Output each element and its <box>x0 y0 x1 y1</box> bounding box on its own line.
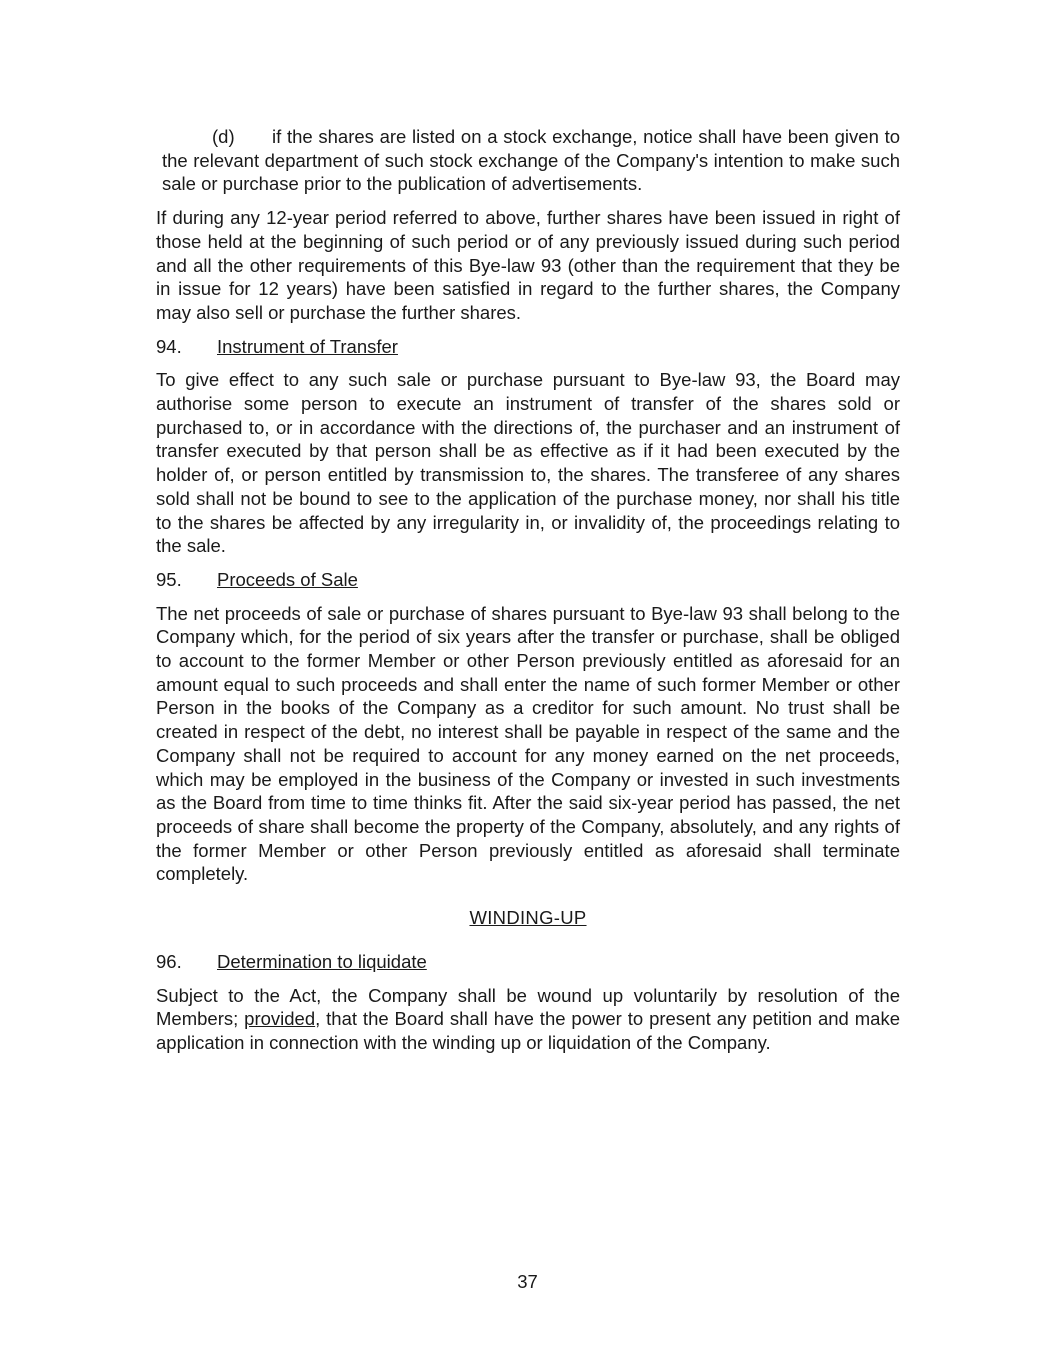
section-96-heading <box>156 950 900 974</box>
page-number: 37 <box>517 1271 538 1292</box>
section-95-number: 95. <box>156 568 182 590</box>
section-94-title: Instrument of Transfer <box>217 335 398 357</box>
section-95-title: Proceeds of Sale <box>217 568 358 590</box>
section-94-body: To give effect to any such sale or purchase pursuant to Bye-law 93, the Board may authorise some person to execute an instrument of transfer of the shares sold or purchased to, or in accordance with the directions of, the purchaser and an instrument of transfer executed by that person shall be as effective as if it had been executed by the holder of, or person entitled by transmission to, the shares. The transferee of any shares sold shall not be bound to see to the application of the purchase money, nor shall his title to the shares be affected by any irregularity in, or invalidity of, the proceedings relating to the sale. <box>156 369 900 557</box>
section-94-number: 94. <box>156 335 182 357</box>
section-96-body-end: , that the Board shall have the power to present any petition and make application in connection with the winding up or liquidation of the Company. <box>156 1008 900 1053</box>
subclause-d <box>156 125 900 196</box>
further-shares-paragraph: If during any 12-year period referred to above, further shares have been issued in right of those held at the beginning of such period or of any previously issued during such period and all the other requirements of this Bye-law 93 (other than the requirement that they be in issue for 12 years) have been satisfied in regard to the further shares, the Company may also sell or purchase the further shares. <box>156 207 900 323</box>
section-95-body: The net proceeds of sale or purchase of shares pursuant to Bye-law 93 shall belong to the Company which, for the period of six years after the transfer or purchase, shall be obliged to account to the former Member or other Person previously entitled as aforesaid for an amount equal to such proceeds and shall enter the name of such former Member or other Person in the books of the Company as a creditor for such amount. No trust shall be created in respect of the debt, no interest shall be payable in respect of the same and the Company shall not be required to account for any money earned on the net proceeds, which may be employed in the business of the Company or invested in such investments as the Board from time to time thinks fit. After the said six-year period has passed, the net proceeds of share shall become the property of the Company, absolutely, and any rights of the former Member or other Person previously entitled as aforesaid shall terminate completely. <box>156 602 900 885</box>
section-96-body-start: Subject to the Act, the Company shall be wound up voluntarily by resolution of the Members; <box>156 984 900 1030</box>
section-96-title: Determination to liquidate <box>217 950 427 972</box>
winding-up-heading: WINDING-UP <box>469 907 587 929</box>
subclause-d-label: (d) <box>212 126 235 147</box>
subclause-d-text: if the shares are listed on a stock exchange, notice shall have been given to the relevant department of such stock exchange of the Company's intention to make such sale or purchase prior to the publication of advertisements. <box>162 126 900 195</box>
section-96-number: 96. <box>156 950 182 972</box>
document-page <box>156 125 900 1055</box>
section-96-provided: provided <box>244 1008 316 1030</box>
section-96-body <box>156 984 900 1055</box>
section-94-heading <box>156 335 900 359</box>
section-95-heading <box>156 568 900 592</box>
